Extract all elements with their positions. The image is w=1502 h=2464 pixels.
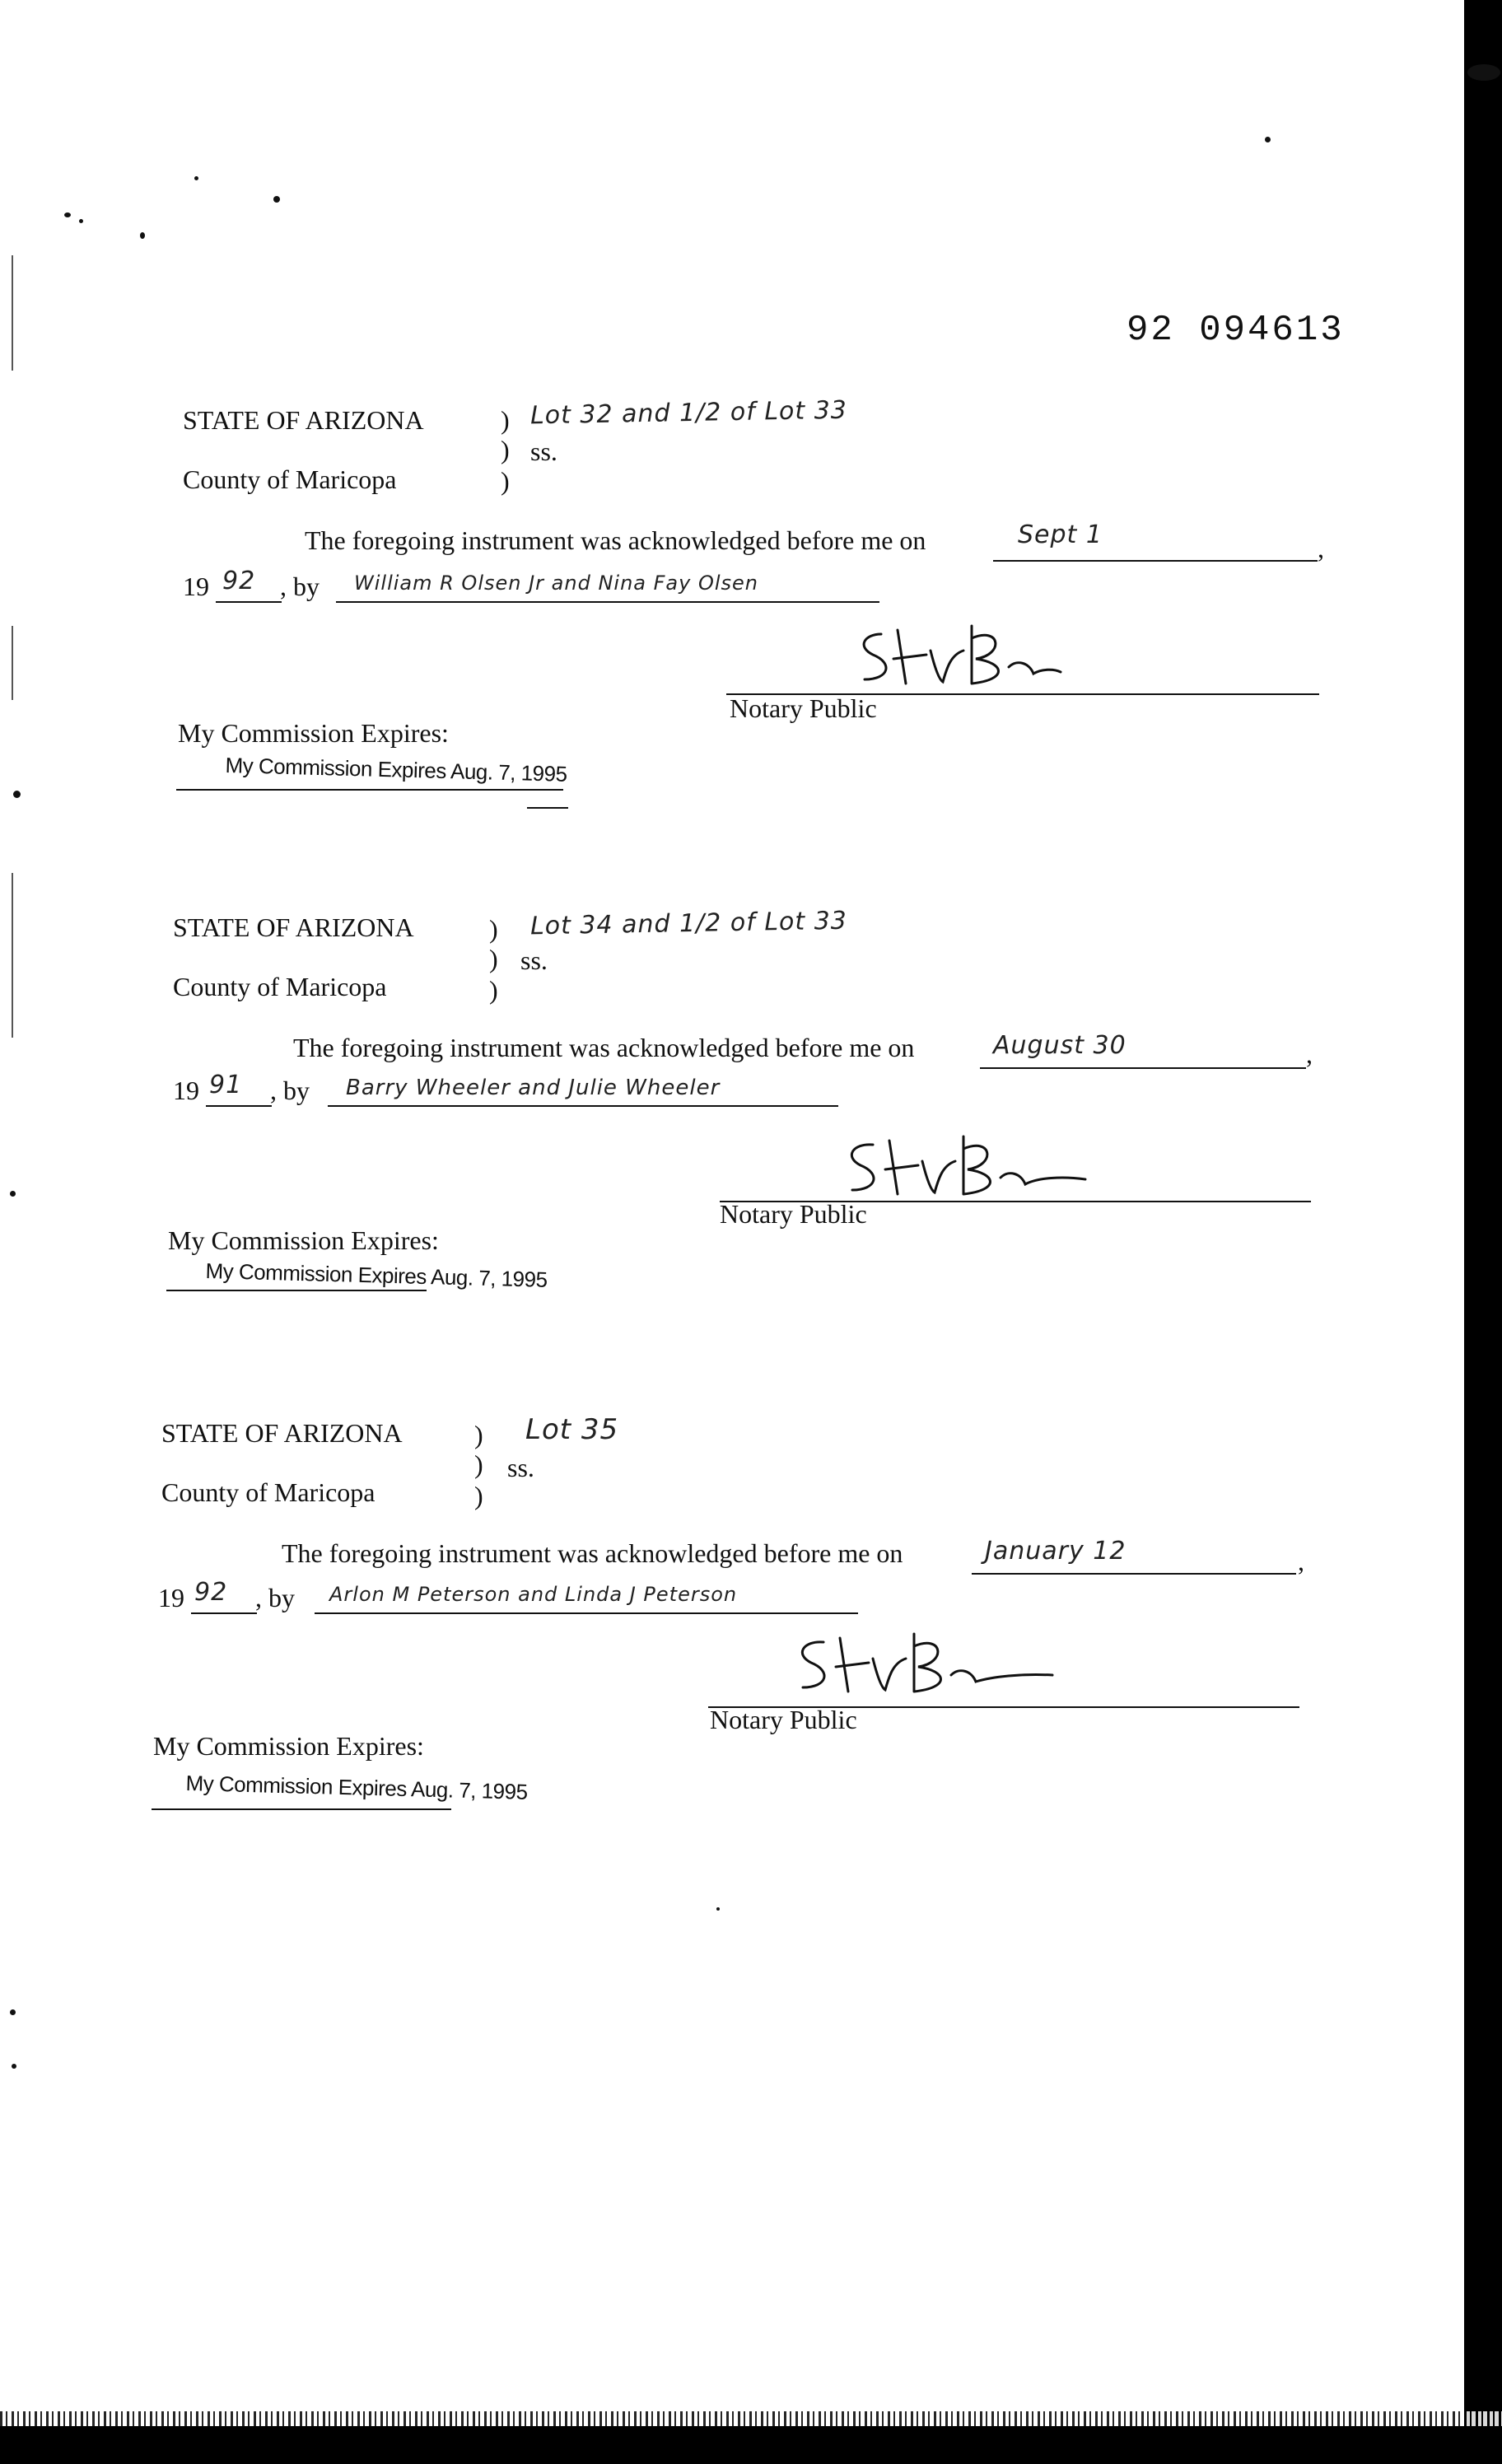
year-prefix: 19 [183,572,209,601]
commission-label: My Commission Expires: [178,718,449,748]
comma: , [1318,534,1324,563]
handwritten-lot-note: Lot 35 [525,1413,619,1446]
bracket: ) [501,435,510,464]
scan-speck [10,2009,16,2015]
scan-margin-line [12,255,13,371]
scan-speck [1265,137,1271,142]
notary-signature [823,1128,1087,1206]
handwritten-year: 92 [194,1578,228,1607]
commission-stamp: My Commission Expires Aug. 7, 1995 [185,1771,528,1804]
ss-label: ss. [507,1453,534,1482]
notary-public-label: Notary Public [710,1705,857,1734]
names-line [328,1105,838,1107]
document-number: 92 094613 [1126,310,1345,351]
notary-public-label: Notary Public [720,1199,867,1229]
commission-label: My Commission Expires: [168,1225,439,1255]
handwritten-names: Barry Wheeler and Julie Wheeler [346,1076,721,1100]
state-label: STATE OF ARIZONA [183,405,424,435]
by-label: , by [270,1076,310,1105]
scan-margin-line [12,626,13,700]
signature-image [823,1128,1087,1202]
handwritten-names: Arlon M Peterson and Linda J Peterson [329,1583,738,1606]
commission-stamp: My Commission Expires Aug. 7, 1995 [225,753,567,786]
year-prefix: 19 [158,1583,184,1612]
bracket: ) [474,1449,483,1479]
year-line [206,1105,272,1107]
by-label: , by [255,1583,295,1612]
state-label: STATE OF ARIZONA [173,912,414,942]
handwritten-date: Sept 1 [1018,520,1103,549]
scan-speck [79,219,83,223]
ss-label: ss. [520,945,548,975]
by-label: , by [280,572,320,601]
bracket: ) [489,914,498,944]
bracket: ) [489,944,498,973]
scan-edge-bottom [0,2426,1502,2464]
county-label: County of Maricopa [173,972,387,1001]
bracket: ) [474,1420,483,1449]
notary-signature [774,1626,1054,1704]
date-line [972,1573,1296,1575]
acknowledgment-text: The foregoing instrument was acknowledged before me on [293,1033,915,1062]
comma: , [1298,1547,1304,1576]
scan-speck [64,212,71,217]
county-label: County of Maricopa [161,1477,376,1507]
scan-speck [13,791,21,798]
handwritten-year: 92 [222,567,256,595]
date-line [993,560,1318,562]
bracket: ) [501,466,510,496]
signature-image [848,618,1062,692]
year-line [191,1612,257,1614]
bracket: ) [474,1481,483,1510]
handwritten-lot-note: Lot 34 and 1/2 of Lot 33 [529,906,848,941]
acknowledgment-text: The foregoing instrument was acknowledged before me on [282,1538,903,1568]
scan-speck [1467,64,1500,81]
scan-speck [194,176,198,180]
scan-edge-bottom-noise [0,2411,1502,2428]
acknowledgment-text: The foregoing instrument was acknowledged before me on [305,525,926,555]
year-prefix: 19 [173,1076,199,1105]
signature-image [774,1626,1054,1700]
ss-label: ss. [530,436,557,466]
state-label: STATE OF ARIZONA [161,1418,403,1448]
date-line [980,1067,1306,1069]
scan-edge-right [1464,0,1502,2464]
commission-label: My Commission Expires: [153,1731,424,1761]
commission-line [176,789,563,791]
handwritten-lot-note: Lot 32 and 1/2 of Lot 33 [529,395,848,431]
scan-speck [140,232,145,239]
bracket: ) [501,405,510,435]
commission-line [152,1808,451,1810]
names-line [315,1612,858,1614]
commission-line [166,1290,427,1291]
scan-speck [273,196,280,203]
county-label: County of Maricopa [183,464,397,494]
handwritten-names: William R Olsen Jr and Nina Fay Olsen [354,572,758,595]
handwritten-year: 91 [209,1071,243,1099]
scan-margin-line [12,873,13,1038]
scan-speck [10,1191,16,1197]
comma: , [1306,1039,1313,1069]
bracket: ) [489,975,498,1005]
notary-signature [848,618,1062,696]
scan-speck [12,2064,16,2069]
handwritten-date: August 30 [993,1031,1126,1060]
notary-public-label: Notary Public [730,693,877,723]
year-line [216,601,282,603]
handwritten-date: January 12 [985,1537,1126,1566]
commission-stamp: My Commission Expires Aug. 7, 1995 [205,1258,548,1292]
names-line [336,601,879,603]
scan-speck [716,1907,720,1911]
commission-line-tick [527,807,568,809]
